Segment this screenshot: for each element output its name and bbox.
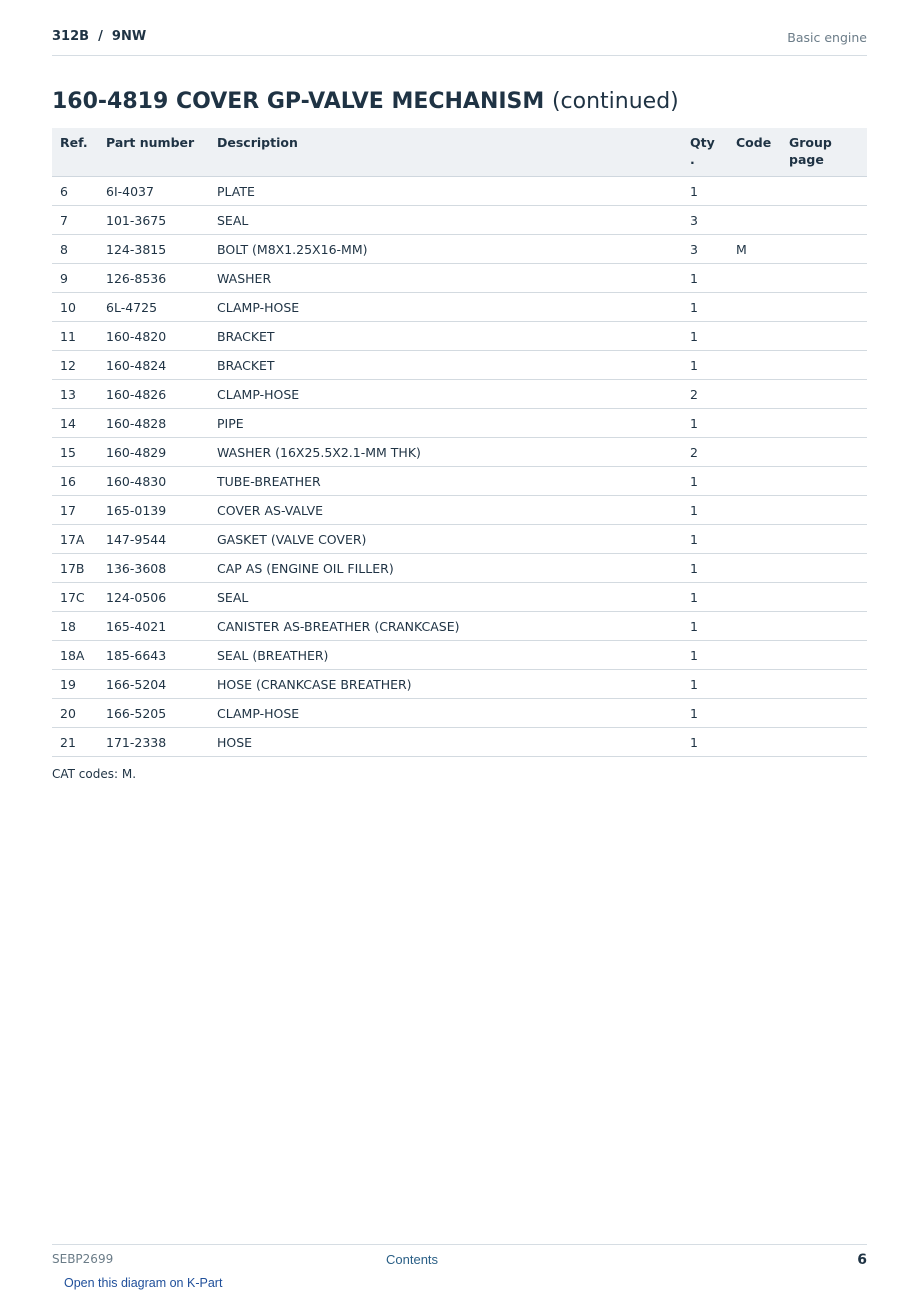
cell-qty: 3 bbox=[682, 235, 728, 264]
cell-code bbox=[728, 293, 781, 322]
contents-link[interactable]: Contents bbox=[386, 1252, 439, 1267]
cell-code bbox=[728, 641, 781, 670]
cell-qty: 1 bbox=[682, 409, 728, 438]
cell-code bbox=[728, 699, 781, 728]
cell-code bbox=[728, 583, 781, 612]
cell-ref: 17C bbox=[52, 583, 98, 612]
cell-qty: 2 bbox=[682, 438, 728, 467]
cell-ref: 14 bbox=[52, 409, 98, 438]
cell-description: BOLT (M8X1.25X16-MM) bbox=[209, 235, 682, 264]
cell-group-page bbox=[781, 641, 867, 670]
cell-ref: 20 bbox=[52, 699, 98, 728]
table-row bbox=[52, 438, 867, 467]
cell-description: WASHER bbox=[209, 264, 682, 293]
cell-part-number: 160-4826 bbox=[98, 380, 209, 409]
page-header bbox=[52, 26, 867, 56]
cell-code bbox=[728, 554, 781, 583]
cell-qty: 1 bbox=[682, 525, 728, 554]
cell-description: HOSE bbox=[209, 728, 682, 757]
cell-qty: 1 bbox=[682, 583, 728, 612]
page-number: 6 bbox=[857, 1252, 867, 1268]
cell-description: SEAL bbox=[209, 206, 682, 235]
kpart-diagram-link[interactable]: Open this diagram on K-Part bbox=[64, 1276, 223, 1290]
cell-ref: 17 bbox=[52, 496, 98, 525]
cell-code bbox=[728, 380, 781, 409]
table-row bbox=[52, 380, 867, 409]
document-id: SEBP2699 bbox=[52, 1252, 114, 1266]
cell-description: BRACKET bbox=[209, 351, 682, 380]
cell-ref: 10 bbox=[52, 293, 98, 322]
cell-qty: 1 bbox=[682, 641, 728, 670]
cell-ref: 13 bbox=[52, 380, 98, 409]
cell-code bbox=[728, 728, 781, 757]
cell-part-number: 136-3608 bbox=[98, 554, 209, 583]
cell-code bbox=[728, 496, 781, 525]
cell-description: PLATE bbox=[209, 177, 682, 206]
cell-part-number: 124-0506 bbox=[98, 583, 209, 612]
col-header-qty: Qty . bbox=[682, 128, 728, 177]
cell-part-number: 171-2338 bbox=[98, 728, 209, 757]
col-header-code: Code bbox=[728, 128, 781, 177]
cell-group-page bbox=[781, 380, 867, 409]
cell-part-number: 166-5205 bbox=[98, 699, 209, 728]
cell-group-page bbox=[781, 322, 867, 351]
cell-group-page bbox=[781, 264, 867, 293]
cell-part-number: 160-4830 bbox=[98, 467, 209, 496]
cell-group-page bbox=[781, 467, 867, 496]
cell-qty: 1 bbox=[682, 351, 728, 380]
table-row bbox=[52, 612, 867, 641]
cell-description: HOSE (CRANKCASE BREATHER) bbox=[209, 670, 682, 699]
cell-description: CLAMP-HOSE bbox=[209, 380, 682, 409]
cell-code bbox=[728, 670, 781, 699]
table-row bbox=[52, 467, 867, 496]
cell-code bbox=[728, 438, 781, 467]
cat-codes-note: CAT codes: M. bbox=[52, 767, 137, 781]
table-row bbox=[52, 525, 867, 554]
cell-qty: 1 bbox=[682, 467, 728, 496]
table-row bbox=[52, 351, 867, 380]
cell-qty: 1 bbox=[682, 293, 728, 322]
table-row bbox=[52, 177, 867, 206]
cell-group-page bbox=[781, 206, 867, 235]
cell-code: M bbox=[728, 235, 781, 264]
cell-description: PIPE bbox=[209, 409, 682, 438]
cell-description: CANISTER AS-BREATHER (CRANKCASE) bbox=[209, 612, 682, 641]
cell-description: SEAL bbox=[209, 583, 682, 612]
cell-part-number: 126-8536 bbox=[98, 264, 209, 293]
cell-code bbox=[728, 409, 781, 438]
footer-divider bbox=[52, 1244, 867, 1245]
page-title bbox=[52, 89, 679, 114]
cell-part-number: 185-6643 bbox=[98, 641, 209, 670]
cell-part-number: 147-9544 bbox=[98, 525, 209, 554]
table-row bbox=[52, 641, 867, 670]
cell-group-page bbox=[781, 235, 867, 264]
cell-code bbox=[728, 525, 781, 554]
cell-part-number: 6L-4725 bbox=[98, 293, 209, 322]
cell-ref: 17A bbox=[52, 525, 98, 554]
cell-description: CAP AS (ENGINE OIL FILLER) bbox=[209, 554, 682, 583]
table-row bbox=[52, 409, 867, 438]
cell-group-page bbox=[781, 293, 867, 322]
cell-group-page bbox=[781, 554, 867, 583]
cell-group-page bbox=[781, 525, 867, 554]
cell-part-number: 165-0139 bbox=[98, 496, 209, 525]
cell-group-page bbox=[781, 728, 867, 757]
cell-qty: 1 bbox=[682, 264, 728, 293]
table-row bbox=[52, 554, 867, 583]
cell-description: WASHER (16X25.5X2.1-MM THK) bbox=[209, 438, 682, 467]
cell-description: TUBE-BREATHER bbox=[209, 467, 682, 496]
cell-code bbox=[728, 177, 781, 206]
cell-part-number: 166-5204 bbox=[98, 670, 209, 699]
cell-code bbox=[728, 467, 781, 496]
cell-ref: 17B bbox=[52, 554, 98, 583]
cell-group-page bbox=[781, 612, 867, 641]
cell-group-page bbox=[781, 699, 867, 728]
cell-qty: 1 bbox=[682, 728, 728, 757]
cell-ref: 12 bbox=[52, 351, 98, 380]
section-label: Basic engine bbox=[787, 30, 867, 45]
cell-description: CLAMP-HOSE bbox=[209, 293, 682, 322]
table-row bbox=[52, 583, 867, 612]
cell-description: CLAMP-HOSE bbox=[209, 699, 682, 728]
cell-qty: 1 bbox=[682, 612, 728, 641]
col-header-part-number: Part number bbox=[98, 128, 209, 177]
cell-ref: 19 bbox=[52, 670, 98, 699]
cell-part-number: 6I-4037 bbox=[98, 177, 209, 206]
cell-description: COVER AS-VALVE bbox=[209, 496, 682, 525]
cell-qty: 1 bbox=[682, 670, 728, 699]
col-header-group-page: Group page bbox=[781, 128, 867, 177]
cell-group-page bbox=[781, 438, 867, 467]
col-header-description: Description bbox=[209, 128, 682, 177]
cell-group-page bbox=[781, 496, 867, 525]
table-row bbox=[52, 235, 867, 264]
cell-ref: 6 bbox=[52, 177, 98, 206]
cell-ref: 9 bbox=[52, 264, 98, 293]
table-row bbox=[52, 293, 867, 322]
cell-part-number: 165-4021 bbox=[98, 612, 209, 641]
cell-group-page bbox=[781, 177, 867, 206]
cell-part-number: 160-4828 bbox=[98, 409, 209, 438]
cell-part-number: 160-4824 bbox=[98, 351, 209, 380]
table-row bbox=[52, 699, 867, 728]
cell-code bbox=[728, 612, 781, 641]
cell-description: BRACKET bbox=[209, 322, 682, 351]
model-label: 312B / 9NW bbox=[52, 29, 147, 44]
cell-group-page bbox=[781, 583, 867, 612]
cell-qty: 1 bbox=[682, 496, 728, 525]
table-header-row bbox=[52, 128, 867, 177]
cell-description: GASKET (VALVE COVER) bbox=[209, 525, 682, 554]
title-main: 160-4819 COVER GP-VALVE MECHANISM bbox=[52, 89, 545, 114]
cell-qty: 3 bbox=[682, 206, 728, 235]
cell-ref: 21 bbox=[52, 728, 98, 757]
col-header-ref: Ref. bbox=[52, 128, 98, 177]
cell-code bbox=[728, 264, 781, 293]
title-suffix: (continued) bbox=[551, 89, 679, 114]
cell-qty: 1 bbox=[682, 554, 728, 583]
cell-code bbox=[728, 351, 781, 380]
cell-group-page bbox=[781, 670, 867, 699]
cell-code bbox=[728, 206, 781, 235]
cell-code bbox=[728, 322, 781, 351]
cell-description: SEAL (BREATHER) bbox=[209, 641, 682, 670]
cell-ref: 16 bbox=[52, 467, 98, 496]
cell-qty: 1 bbox=[682, 177, 728, 206]
table-row bbox=[52, 206, 867, 235]
parts-table bbox=[52, 128, 867, 757]
cell-ref: 18A bbox=[52, 641, 98, 670]
cell-ref: 11 bbox=[52, 322, 98, 351]
cell-part-number: 101-3675 bbox=[98, 206, 209, 235]
table-row bbox=[52, 322, 867, 351]
cell-ref: 18 bbox=[52, 612, 98, 641]
cell-ref: 15 bbox=[52, 438, 98, 467]
parts-table-body bbox=[52, 177, 867, 757]
cell-group-page bbox=[781, 351, 867, 380]
cell-ref: 7 bbox=[52, 206, 98, 235]
cell-qty: 1 bbox=[682, 322, 728, 351]
cell-qty: 1 bbox=[682, 699, 728, 728]
cell-part-number: 160-4820 bbox=[98, 322, 209, 351]
cell-qty: 2 bbox=[682, 380, 728, 409]
table-row bbox=[52, 496, 867, 525]
cell-part-number: 124-3815 bbox=[98, 235, 209, 264]
cell-part-number: 160-4829 bbox=[98, 438, 209, 467]
table-row bbox=[52, 264, 867, 293]
table-row bbox=[52, 728, 867, 757]
cell-group-page bbox=[781, 409, 867, 438]
cell-ref: 8 bbox=[52, 235, 98, 264]
table-row bbox=[52, 670, 867, 699]
